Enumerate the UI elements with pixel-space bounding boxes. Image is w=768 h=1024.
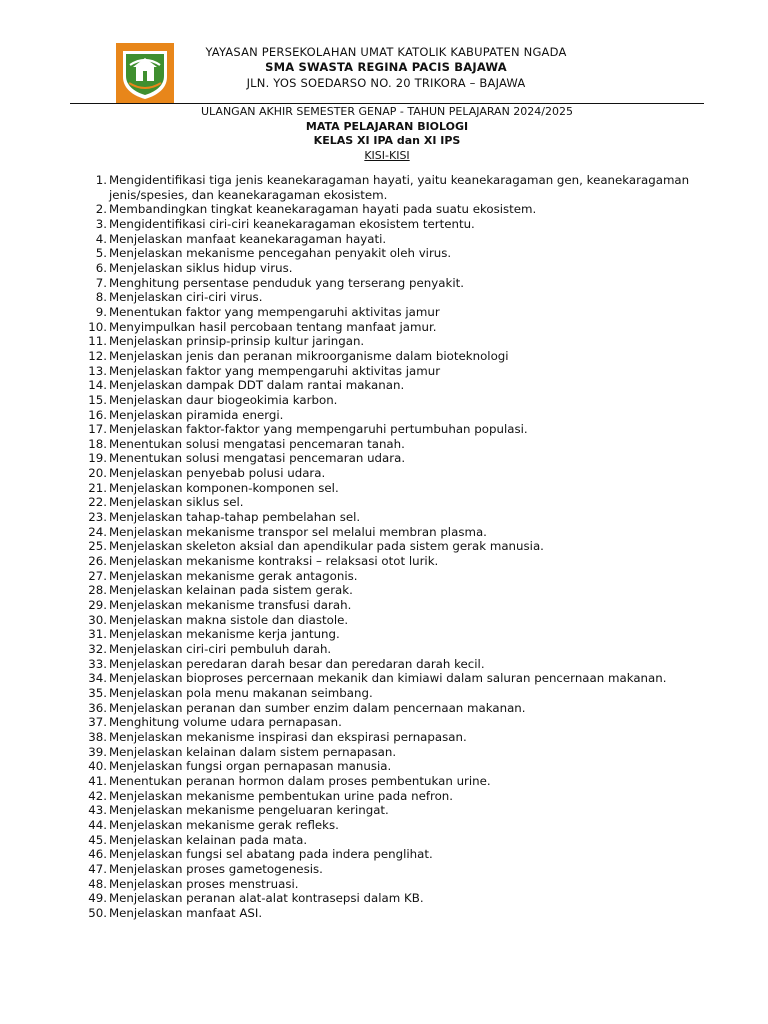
list-item <box>78 789 718 804</box>
item-text: Menjelaskan mekanisme transpor sel melalui membran plasma. <box>109 524 487 539</box>
item-number: 8. <box>95 290 107 305</box>
item-text: Menjelaskan mekanisme kerja jantung. <box>109 627 340 642</box>
item-text: Menjelaskan mekanisme kontraksi – relaksasi otot lurik. <box>109 554 439 569</box>
item-text: Menjelaskan mekanisme pengeluaran keringat. <box>109 803 389 818</box>
list-item <box>78 877 718 892</box>
item-number: 3. <box>95 216 107 231</box>
list-item <box>78 686 718 701</box>
item-number: 16. <box>88 407 107 422</box>
item-text: Menjelaskan ciri-ciri virus. <box>109 290 263 305</box>
list-item <box>78 583 718 598</box>
list-item <box>78 276 718 291</box>
item-number: 49. <box>88 891 107 906</box>
exam-title-block <box>70 105 704 163</box>
section-title: KISI-KISI <box>364 148 410 162</box>
item-number: 36. <box>88 700 107 715</box>
item-number: 30. <box>88 612 107 627</box>
item-text: Mengidentifikasi ciri-ciri keanekaragaman ekosistem tertentu. <box>109 216 475 231</box>
item-text: Menjelaskan mekanisme gerak refleks. <box>109 817 339 832</box>
item-text: Menjelaskan faktor-faktor yang mempengaruhi pertumbuhan populasi. <box>109 422 528 437</box>
item-text: Menjelaskan siklus sel. <box>109 495 244 510</box>
item-number: 7. <box>95 275 107 290</box>
list-item <box>78 349 718 364</box>
item-number: 6. <box>95 260 107 275</box>
list-item <box>78 759 718 774</box>
item-text: Menjelaskan penyebab polusi udara. <box>109 466 326 481</box>
school-logo-icon <box>116 43 174 103</box>
list-item <box>78 320 718 335</box>
item-text: Menjelaskan mekanisme gerak antagonis. <box>109 568 358 583</box>
list-item <box>78 539 718 554</box>
list-item <box>78 891 718 906</box>
item-text: Menentukan peranan hormon dalam proses pembentukan urine. <box>109 773 491 788</box>
list-item <box>78 598 718 613</box>
list-item <box>78 334 718 349</box>
list-item <box>78 261 718 276</box>
item-number: 39. <box>88 744 107 759</box>
item-number: 44. <box>88 817 107 832</box>
school-name: SMA SWASTA REGINA PACIS BAJAWA <box>265 60 507 74</box>
exam-subject: MATA PELAJARAN BIOLOGI <box>305 119 469 133</box>
item-text: Menghitung persentase penduduk yang terserang penyakit. <box>109 275 464 290</box>
exam-class: KELAS XI IPA dan XI IPS <box>313 134 461 148</box>
item-number: 4. <box>95 231 107 246</box>
item-text: Membandingkan tingkat keanekaragaman hayati pada suatu ekosistem. <box>109 202 537 217</box>
item-text: Menjelaskan proses menstruasi. <box>109 876 299 891</box>
list-item <box>78 393 718 408</box>
item-text: Menjelaskan komponen-komponen sel. <box>109 480 339 495</box>
item-text: Menjelaskan mekanisme transfusi darah. <box>109 598 352 613</box>
letterhead <box>176 45 596 91</box>
item-text: Menjelaskan piramida energi. <box>109 407 284 422</box>
item-number: 13. <box>88 363 107 378</box>
item-number: 40. <box>88 759 107 774</box>
item-number: 23. <box>88 510 107 525</box>
list-item <box>78 232 718 247</box>
list-item <box>78 202 718 217</box>
item-text: Menjelaskan prinsip-prinsip kultur jaringan. <box>109 334 365 349</box>
item-text: Menentukan solusi mengatasi pencemaran udara. <box>109 451 406 466</box>
list-item <box>78 833 718 848</box>
item-number: 9. <box>95 304 107 319</box>
item-number: 10. <box>88 319 107 334</box>
list-item <box>78 715 718 730</box>
list-item <box>78 569 718 584</box>
list-item <box>78 217 718 232</box>
item-number: 45. <box>88 832 107 847</box>
item-text: Menentukan solusi mengatasi pencemaran tanah. <box>109 436 405 451</box>
item-text: Menjelaskan makna sistole dan diastole. <box>109 612 349 627</box>
list-item <box>78 745 718 760</box>
list-item <box>78 627 718 642</box>
list-item <box>78 671 718 686</box>
item-number: 18. <box>88 436 107 451</box>
item-number: 1. <box>95 173 107 187</box>
list-item <box>78 422 718 437</box>
item-number: 2. <box>95 202 107 217</box>
list-item <box>78 613 718 628</box>
item-number: 29. <box>88 598 107 613</box>
item-number: 28. <box>88 583 107 598</box>
exam-title: ULANGAN AKHIR SEMESTER GENAP - TAHUN PELAJARAN 2024/2025 <box>201 105 573 118</box>
item-text: Menjelaskan jenis dan peranan mikroorganisme dalam bioteknologi <box>109 348 509 363</box>
item-text: Menjelaskan tahap-tahap pembelahan sel. <box>109 510 361 525</box>
item-number: 25. <box>88 539 107 554</box>
item-number: 47. <box>88 861 107 876</box>
item-number: 37. <box>88 715 107 730</box>
item-number: 12. <box>88 348 107 363</box>
item-text: Menjelaskan proses gametogenesis. <box>109 861 323 876</box>
list-item <box>78 642 718 657</box>
list-item <box>78 657 718 672</box>
item-number: 32. <box>88 642 107 656</box>
item-number: 34. <box>88 671 107 686</box>
list-item <box>78 906 718 921</box>
item-text: Menjelaskan peranan alat-alat kontrasepsi dalam KB. <box>109 891 424 906</box>
list-item <box>78 818 718 833</box>
item-text: Menjelaskan bioproses percernaan mekanik dan kimiawi dalam saluran pencernaan makanan. <box>109 671 667 686</box>
item-text: Menjelaskan manfaat keanekaragaman hayati. <box>109 231 387 246</box>
list-item <box>78 466 718 481</box>
item-number: 11. <box>88 334 107 349</box>
item-number: 41. <box>88 773 107 788</box>
item-text: Menghitung volume udara pernapasan. <box>109 715 342 730</box>
item-number: 38. <box>88 729 107 744</box>
kisi-kisi-list <box>78 173 718 920</box>
item-text: Menjelaskan peredaran darah besar dan peredaran darah kecil. <box>109 656 485 671</box>
item-text: Menjelaskan fungsi organ pernapasan manusia. <box>109 759 392 774</box>
item-number: 24. <box>88 524 107 539</box>
list-item <box>78 510 718 525</box>
list-item <box>78 495 718 510</box>
item-number: 42. <box>88 788 107 803</box>
list-item <box>78 246 718 261</box>
item-number: 17. <box>88 422 107 437</box>
item-number: 21. <box>88 480 107 495</box>
list-item <box>78 774 718 789</box>
item-text: Menjelaskan daur biogeokimia karbon. <box>109 392 338 407</box>
list-item <box>78 525 718 540</box>
item-number: 20. <box>88 466 107 481</box>
item-text: Menjelaskan siklus hidup virus. <box>109 260 293 275</box>
item-number: 50. <box>88 905 107 920</box>
item-text: Menjelaskan pola menu makanan seimbang. <box>109 685 373 700</box>
list-item <box>78 378 718 393</box>
item-number: 15. <box>88 392 107 407</box>
list-item <box>78 847 718 862</box>
list-item <box>78 862 718 877</box>
list-item <box>78 173 718 202</box>
list-item <box>78 481 718 496</box>
school-address: JLN. YOS SOEDARSO NO. 20 TRIKORA – BAJAWA <box>246 76 526 90</box>
list-item <box>78 554 718 569</box>
item-number: 31. <box>88 627 107 642</box>
list-item <box>78 437 718 452</box>
item-text: Menjelaskan ciri-ciri pembuluh darah. <box>109 642 332 656</box>
list-item <box>78 408 718 423</box>
item-text: Mengidentifikasi tiga jenis keanekaragaman hayati, yaitu keanekaragaman gen, keanekaragaman jenis/spesies, dan keanekaragaman ekosistem. <box>109 173 690 202</box>
foundation-name: YAYASAN PERSEKOLAHAN UMAT KATOLIK KABUPATEN NGADA <box>205 45 567 59</box>
list-item <box>78 364 718 379</box>
item-text: Menjelaskan faktor yang mempengaruhi aktivitas jamur <box>109 363 441 378</box>
item-text: Menjelaskan kelainan pada mata. <box>109 832 308 847</box>
header-divider <box>70 103 704 104</box>
item-text: Menjelaskan kelainan dalam sistem pernapasan. <box>109 744 397 759</box>
item-text: Menjelaskan kelainan pada sistem gerak. <box>109 583 353 598</box>
item-text: Menjelaskan peranan dan sumber enzim dalam pencernaan makanan. <box>109 700 526 715</box>
item-number: 5. <box>95 246 107 261</box>
item-number: 35. <box>88 685 107 700</box>
item-text: Menjelaskan mekanisme inspirasi dan ekspirasi pernapasan. <box>109 729 467 744</box>
item-text: Menjelaskan fungsi sel abatang pada indera penglihat. <box>109 847 433 862</box>
item-number: 33. <box>88 656 107 671</box>
item-number: 48. <box>88 876 107 891</box>
item-number: 43. <box>88 803 107 818</box>
item-text: Menjelaskan dampak DDT dalam rantai makanan. <box>109 378 405 393</box>
item-number: 27. <box>88 568 107 583</box>
list-item <box>78 701 718 716</box>
item-text: Menyimpulkan hasil percobaan tentang manfaat jamur. <box>109 319 437 334</box>
list-item <box>78 451 718 466</box>
list-item <box>78 290 718 305</box>
list-item <box>78 803 718 818</box>
list-item <box>78 305 718 320</box>
item-text: Menentukan faktor yang mempengaruhi aktivitas jamur <box>109 304 440 319</box>
item-text: Menjelaskan manfaat ASI. <box>109 905 263 920</box>
item-text: Menjelaskan mekanisme pencegahan penyakit oleh virus. <box>109 246 452 261</box>
list-item <box>78 730 718 745</box>
item-number: 26. <box>88 554 107 569</box>
item-number: 46. <box>88 847 107 862</box>
item-number: 14. <box>88 378 107 393</box>
item-text: Menjelaskan skeleton aksial dan apendikular pada sistem gerak manusia. <box>109 539 544 554</box>
item-number: 19. <box>88 451 107 466</box>
item-number: 22. <box>88 495 107 510</box>
item-text: Menjelaskan mekanisme pembentukan urine pada nefron. <box>109 788 454 803</box>
